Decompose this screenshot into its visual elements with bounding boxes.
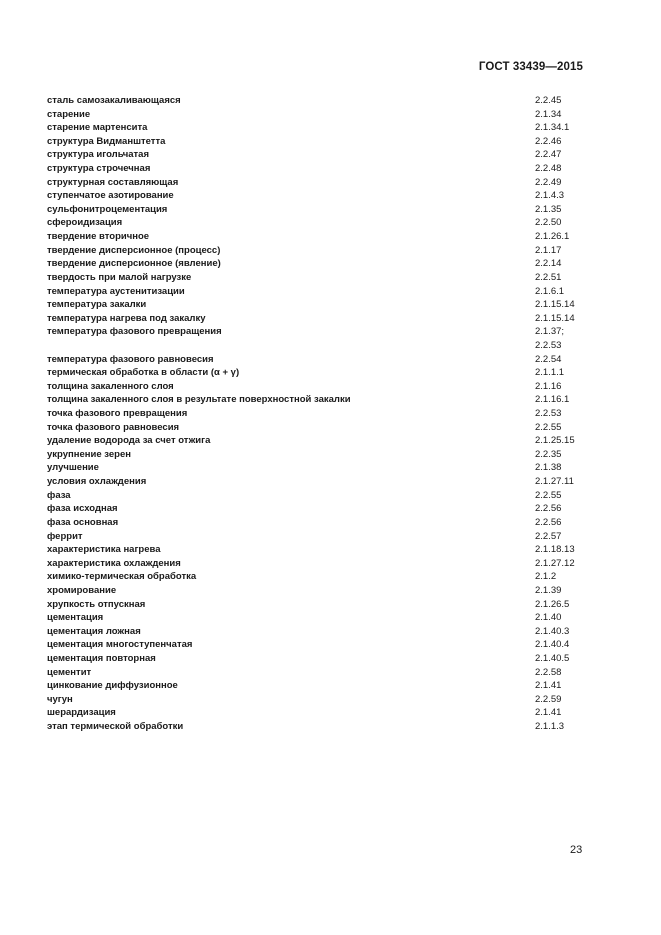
index-entry (47, 285, 607, 299)
index-reference (535, 148, 561, 162)
index-term: структура строчечная (47, 163, 151, 175)
index-term: цементация ложная (47, 625, 141, 637)
index-term: толщина закаленного слоя в результате поверхностной закалки (47, 394, 351, 406)
document-code: ГОСТ 33439—2015 (478, 61, 583, 73)
reference-number: 2.1.6.1 (535, 285, 565, 297)
reference-number: 2.2.48 (535, 163, 562, 175)
index-term: твердение дисперсионное (процесс) (47, 244, 221, 256)
index-entry (47, 421, 607, 435)
index-reference (535, 706, 561, 720)
reference-number: 2.2.14 (535, 258, 562, 270)
index-entry (47, 162, 607, 176)
index-reference (535, 557, 575, 571)
reference-number: 2.1.37; (535, 326, 565, 338)
index-term: ступенчатое азотирование (47, 190, 174, 202)
index-term: условия охлаждения (47, 476, 147, 488)
index-reference (535, 434, 575, 448)
reference-number: 2.1.41 (535, 707, 562, 719)
index-reference (535, 203, 561, 217)
index-entry (47, 203, 607, 217)
index-reference (535, 189, 564, 203)
index-term: химико-термическая обработка (47, 571, 197, 583)
index-entry (47, 625, 607, 639)
index-entry (47, 584, 607, 598)
index-term: фаза (47, 489, 71, 501)
index-entry (47, 502, 607, 516)
index-reference (535, 366, 564, 380)
reference-number: 2.2.35 (535, 448, 562, 460)
index-entry (47, 652, 607, 666)
index-term: укрупнение зерен (47, 448, 131, 460)
index-reference (535, 312, 575, 326)
index-entry (47, 557, 607, 571)
index-term: цементация многоступенчатая (47, 639, 193, 651)
index-reference (535, 543, 575, 557)
index-term: структура Видманштетта (47, 135, 166, 147)
index-entry (47, 598, 607, 612)
index-reference (535, 461, 561, 475)
reference-number: 2.2.51 (535, 271, 562, 283)
index-term: твердение вторичное (47, 231, 150, 243)
index-term: сульфонитроцементация (47, 203, 168, 215)
index-term: фаза исходная (47, 503, 118, 515)
index-term: характеристика охлаждения (47, 557, 181, 569)
index-entry (47, 176, 607, 190)
reference-number: 2.1.2 (535, 571, 557, 583)
index-term: чугун (47, 693, 73, 705)
index-term: точка фазового равновесия (47, 421, 180, 433)
reference-number: 2.1.1.1 (535, 367, 565, 379)
index-term: хромирование (47, 584, 117, 596)
index-reference (535, 108, 561, 122)
reference-number: 2.2.56 (535, 516, 562, 528)
index-entry (47, 475, 607, 489)
index-term: точка фазового превращения (47, 408, 188, 420)
index-reference (535, 271, 561, 285)
index-reference (535, 407, 561, 421)
index-term: температура закалки (47, 299, 147, 311)
index-term: характеристика нагрева (47, 544, 161, 556)
index-reference (535, 584, 561, 598)
index-reference (535, 638, 569, 652)
index-reference (535, 598, 569, 612)
index-entry (47, 516, 607, 530)
index-entry (47, 706, 607, 720)
reference-number: 2.2.46 (535, 135, 562, 147)
reference-number: 2.2.59 (535, 693, 562, 705)
reference-number: 2.1.34.1 (535, 122, 570, 134)
index-reference (535, 393, 569, 407)
reference-number: 2.1.40.5 (535, 653, 570, 664)
index-term: цементит (47, 666, 92, 678)
index-reference (535, 693, 561, 707)
index-entry (47, 325, 607, 352)
index-term: твердость при малой нагрузке (47, 271, 192, 283)
reference-number: 2.1.38 (535, 462, 562, 474)
reference-number: 2.1.40 (535, 612, 562, 624)
reference-number: 2.1.15.14 (535, 299, 575, 311)
reference-number: 2.1.16 (535, 380, 562, 392)
reference-number: 2.2.49 (535, 176, 562, 188)
reference-number: 2.2.57 (535, 530, 562, 542)
index-entry (47, 189, 607, 203)
index-reference (535, 325, 564, 352)
index-entry (47, 121, 607, 135)
index-entry (47, 216, 607, 230)
index-reference (535, 489, 561, 503)
reference-number: 2.1.26.1 (535, 231, 570, 243)
reference-number: 2.1.1.3 (535, 721, 565, 733)
reference-number: 2.2.54 (535, 353, 562, 365)
index-entry (47, 407, 607, 421)
index-reference (535, 230, 569, 244)
index-term: феррит (47, 530, 83, 542)
index-reference (535, 530, 561, 544)
index-reference (535, 475, 574, 489)
index-term: хрупкость отпускная (47, 598, 146, 610)
index-reference (535, 121, 569, 135)
index-term: термическая обработка в области (α + γ) (47, 367, 240, 379)
index-entry (47, 244, 607, 258)
reference-number: 2.1.27.12 (535, 557, 575, 569)
reference-number: 2.1.18.13 (535, 544, 575, 556)
index-reference (535, 285, 564, 299)
reference-number: 2.2.53 (535, 408, 562, 420)
index-reference (535, 298, 575, 312)
index-term: этап термической обработки (47, 721, 184, 733)
reference-number: 2.2.58 (535, 666, 562, 678)
index-reference (535, 625, 569, 639)
reference-number: 2.1.40.4 (535, 639, 570, 651)
index-entry (47, 393, 607, 407)
index-reference (535, 666, 561, 680)
index-term: цементация повторная (47, 653, 156, 664)
index-entry (47, 353, 607, 367)
index-entry (47, 257, 607, 271)
index-reference (535, 611, 561, 625)
reference-number: 2.2.45 (535, 95, 562, 106)
index-reference (535, 162, 561, 176)
reference-number: 2.2.50 (535, 217, 562, 229)
index-term: твердение дисперсионное (явление) (47, 258, 221, 270)
index-entry (47, 543, 607, 557)
index-term: сталь самозакаливающаяся (47, 95, 181, 106)
index-reference (535, 94, 561, 108)
reference-number: 2.1.39 (535, 584, 562, 596)
index-entry (47, 108, 607, 122)
page-number: 23 (570, 844, 583, 856)
index-reference (535, 720, 564, 734)
index-entry (47, 298, 607, 312)
index-entry (47, 461, 607, 475)
index-reference (535, 570, 556, 584)
reference-number: 2.2.55 (535, 421, 562, 433)
index-reference (535, 652, 569, 666)
index-entry (47, 530, 607, 544)
index-entry (47, 448, 607, 462)
index-entry (47, 666, 607, 680)
index-term: температура аустенитизации (47, 285, 185, 297)
index-entry (47, 434, 607, 448)
index-entry (47, 366, 607, 380)
reference-number: 2.1.15.14 (535, 312, 575, 324)
index-reference (535, 448, 561, 462)
reference-number: 2.1.16.1 (535, 394, 570, 406)
reference-number: 2.1.26.5 (535, 598, 570, 610)
index-reference (535, 257, 561, 271)
index-term: старение (47, 108, 91, 120)
index-entry (47, 135, 607, 149)
index-term: сфероидизация (47, 217, 123, 229)
index-entry (47, 611, 607, 625)
reference-number: 2.1.41 (535, 680, 562, 692)
index-entry (47, 720, 607, 734)
index-term: температура фазового равновесия (47, 353, 214, 365)
index-term: структурная составляющая (47, 176, 179, 188)
reference-number: 2.1.40.3 (535, 625, 570, 637)
index-reference (535, 176, 561, 190)
reference-number: 2.1.25.15 (535, 435, 575, 447)
index-term: толщина закаленного слоя (47, 380, 174, 392)
index-reference (535, 516, 561, 530)
reference-number: 2.1.34 (535, 108, 562, 120)
index-reference (535, 216, 561, 230)
term-index (47, 94, 607, 734)
reference-number: 2.1.4.3 (535, 190, 565, 202)
reference-number: 2.1.35 (535, 203, 562, 215)
index-reference (535, 502, 561, 516)
index-entry (47, 148, 607, 162)
reference-number: 2.1.27.11 (535, 476, 574, 488)
index-reference (535, 380, 561, 394)
index-entry (47, 271, 607, 285)
index-term: цинкование диффузионное (47, 680, 178, 692)
reference-number: 2.2.53 (535, 339, 562, 351)
index-term: удаление водорода за счет отжига (47, 435, 211, 447)
index-entry (47, 230, 607, 244)
index-term: температура фазового превращения (47, 326, 222, 338)
index-entry (47, 489, 607, 503)
reference-number: 2.2.55 (535, 489, 562, 501)
index-term: фаза основная (47, 516, 119, 528)
reference-number: 2.2.47 (535, 149, 562, 161)
index-entry (47, 312, 607, 326)
index-term: цементация (47, 612, 104, 624)
index-reference (535, 679, 561, 693)
index-entry (47, 638, 607, 652)
index-term: шерардизация (47, 707, 116, 719)
index-term: структура игольчатая (47, 149, 149, 161)
index-term: улучшение (47, 462, 99, 474)
index-entry (47, 679, 607, 693)
index-term: температура нагрева под закалку (47, 312, 206, 324)
index-entry (47, 94, 607, 108)
reference-number: 2.2.56 (535, 503, 562, 515)
index-reference (535, 421, 561, 435)
index-entry (47, 570, 607, 584)
index-reference (535, 353, 561, 367)
index-entry (47, 380, 607, 394)
index-entry (47, 693, 607, 707)
index-term: старение мартенсита (47, 122, 148, 134)
index-reference (535, 244, 561, 258)
index-reference (535, 135, 561, 149)
reference-number: 2.1.17 (535, 244, 562, 256)
